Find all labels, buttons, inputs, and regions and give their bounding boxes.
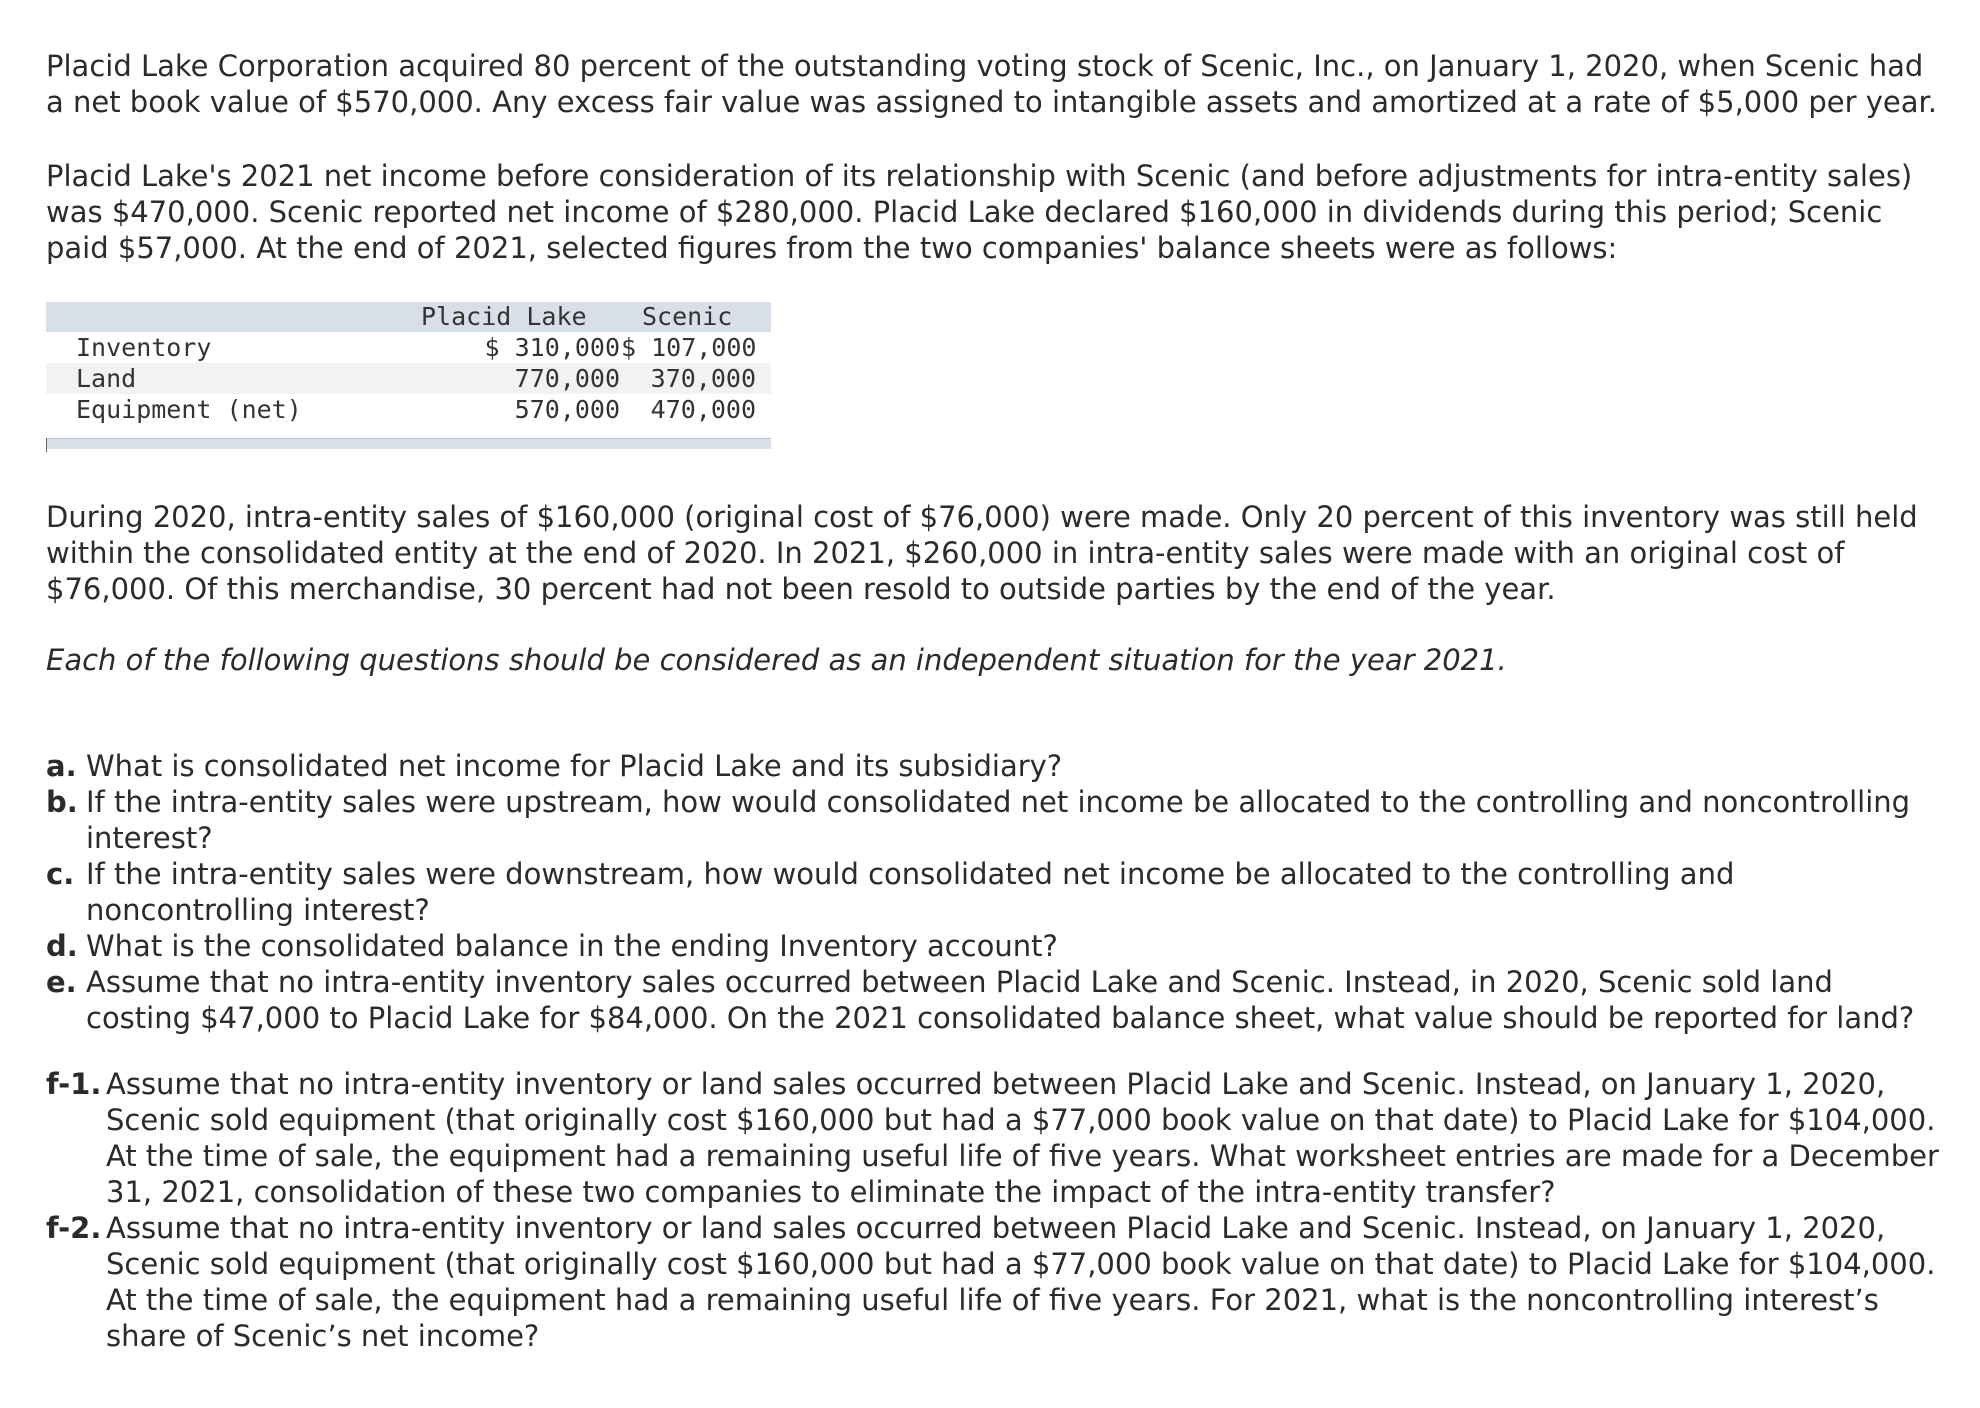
question-c xyxy=(46,856,1946,928)
question-e xyxy=(46,964,1946,1036)
row-label: Inventory xyxy=(76,333,212,362)
placid-value: 770,000 xyxy=(514,364,620,393)
table-header-row xyxy=(46,302,771,332)
table-row xyxy=(46,394,771,425)
question-f-2 xyxy=(46,1210,1946,1354)
question-text: Assume that no intra-entity inventory or land sales occurred between Placid Lake and Scenic. Instead, on January 1, 2020, Scenic sold equipment (that originally cost $160,000 but had a $77,000 book value on that date) to Placid Lake for $104,000. At the time of sale, the equipment had a remaining useful life of five years. For 2021, what is the noncontrolling interest’s share of Scenic’s net income? xyxy=(106,1211,1936,1353)
header-scenic: Scenic xyxy=(642,302,733,331)
placid-value: 570,000 xyxy=(514,395,620,424)
question-text: If the intra-entity sales were upstream, how would consolidated net income be allocated to the controlling and noncontrolling interest? xyxy=(86,785,1911,855)
header-placid-lake: Placid Lake xyxy=(421,302,587,331)
intro-paragraph-acquisition: Placid Lake Corporation acquired 80 percent of the outstanding voting stock of Scenic, Inc., on January 1, 2020, when Scenic had a net book value of $570,000. Any excess fair value was assigned to intangible assets and amortized at a rate of $5,000 per year. xyxy=(46,49,1938,119)
question-label: e. xyxy=(46,965,77,999)
intra-entity-sales-paragraph: During 2020, intra-entity sales of $160,000 (original cost of $76,000) were made. Only 20 percent of this inventory was still held within the consolidated entity at the end of 2020. In 2021, $260,000 in intra-entity sales were made with an original cost of $76,000. Of this merchandise, 30 percent had not been resold to outside parties by the end of the year. xyxy=(46,500,1918,606)
question-label: f-1. xyxy=(46,1067,102,1101)
question-label: a. xyxy=(46,749,77,783)
row-label: Equipment (net) xyxy=(76,395,302,424)
question-text: If the intra-entity sales were downstream, how would consolidated net income be allocated to the controlling and noncontrolling interest? xyxy=(86,857,1735,927)
scenic-value: $ 107,000 xyxy=(621,333,757,362)
table-footer-tick xyxy=(46,438,47,452)
placid-value: $ 310,000 xyxy=(484,333,620,362)
row-label: Land xyxy=(76,364,137,393)
question-label: c. xyxy=(46,857,75,891)
intro-paragraph-net-income: Placid Lake's 2021 net income before consideration of its relationship with Scenic (and before adjustments for intra-entity sales) was $470,000. Scenic reported net income of $280,000. Placid Lake declared $160,000 in dividends during this period; Scenic paid $57,000. At the end of 2021, selected figures from the two companies' balance sheets were as follows: xyxy=(46,159,1913,265)
question-label: f-2. xyxy=(46,1211,102,1245)
table-row xyxy=(46,332,771,363)
question-a xyxy=(46,748,1946,784)
question-f-1 xyxy=(46,1066,1946,1210)
question-text: What is the consolidated balance in the ending Inventory account? xyxy=(86,929,1058,963)
question-label: b. xyxy=(46,785,78,819)
question-list xyxy=(46,748,1946,1354)
question-d xyxy=(46,928,1946,964)
scenic-value: 470,000 xyxy=(650,395,756,424)
table-footer-bar xyxy=(46,438,771,449)
scenic-value: 370,000 xyxy=(650,364,756,393)
question-text: What is consolidated net income for Placid Lake and its subsidiary? xyxy=(86,749,1063,783)
table-row xyxy=(46,363,771,394)
independent-situation-note: Each of the following questions should be considered as an independent situation for the year 2021. xyxy=(46,643,1507,677)
question-text: Assume that no intra-entity inventory sales occurred between Placid Lake and Scenic. Instead, in 2020, Scenic sold land costing $47,000 to Placid Lake for $84,000. On the 2021 consolidated balance sheet, what value should be reported for land? xyxy=(86,965,1915,1035)
question-text: Assume that no intra-entity inventory or land sales occurred between Placid Lake and Scenic. Instead, on January 1, 2020, Scenic sold equipment (that originally cost $160,000 but had a $77,000 book value on that date) to Placid Lake for $104,000. At the time of sale, the equipment had a remaining useful life of five years. What worksheet entries are made for a December 31, 2021, consolidation of these two companies to eliminate the impact of the intra-entity transfer? xyxy=(106,1067,1939,1209)
question-label: d. xyxy=(46,929,78,963)
question-b xyxy=(46,784,1946,856)
